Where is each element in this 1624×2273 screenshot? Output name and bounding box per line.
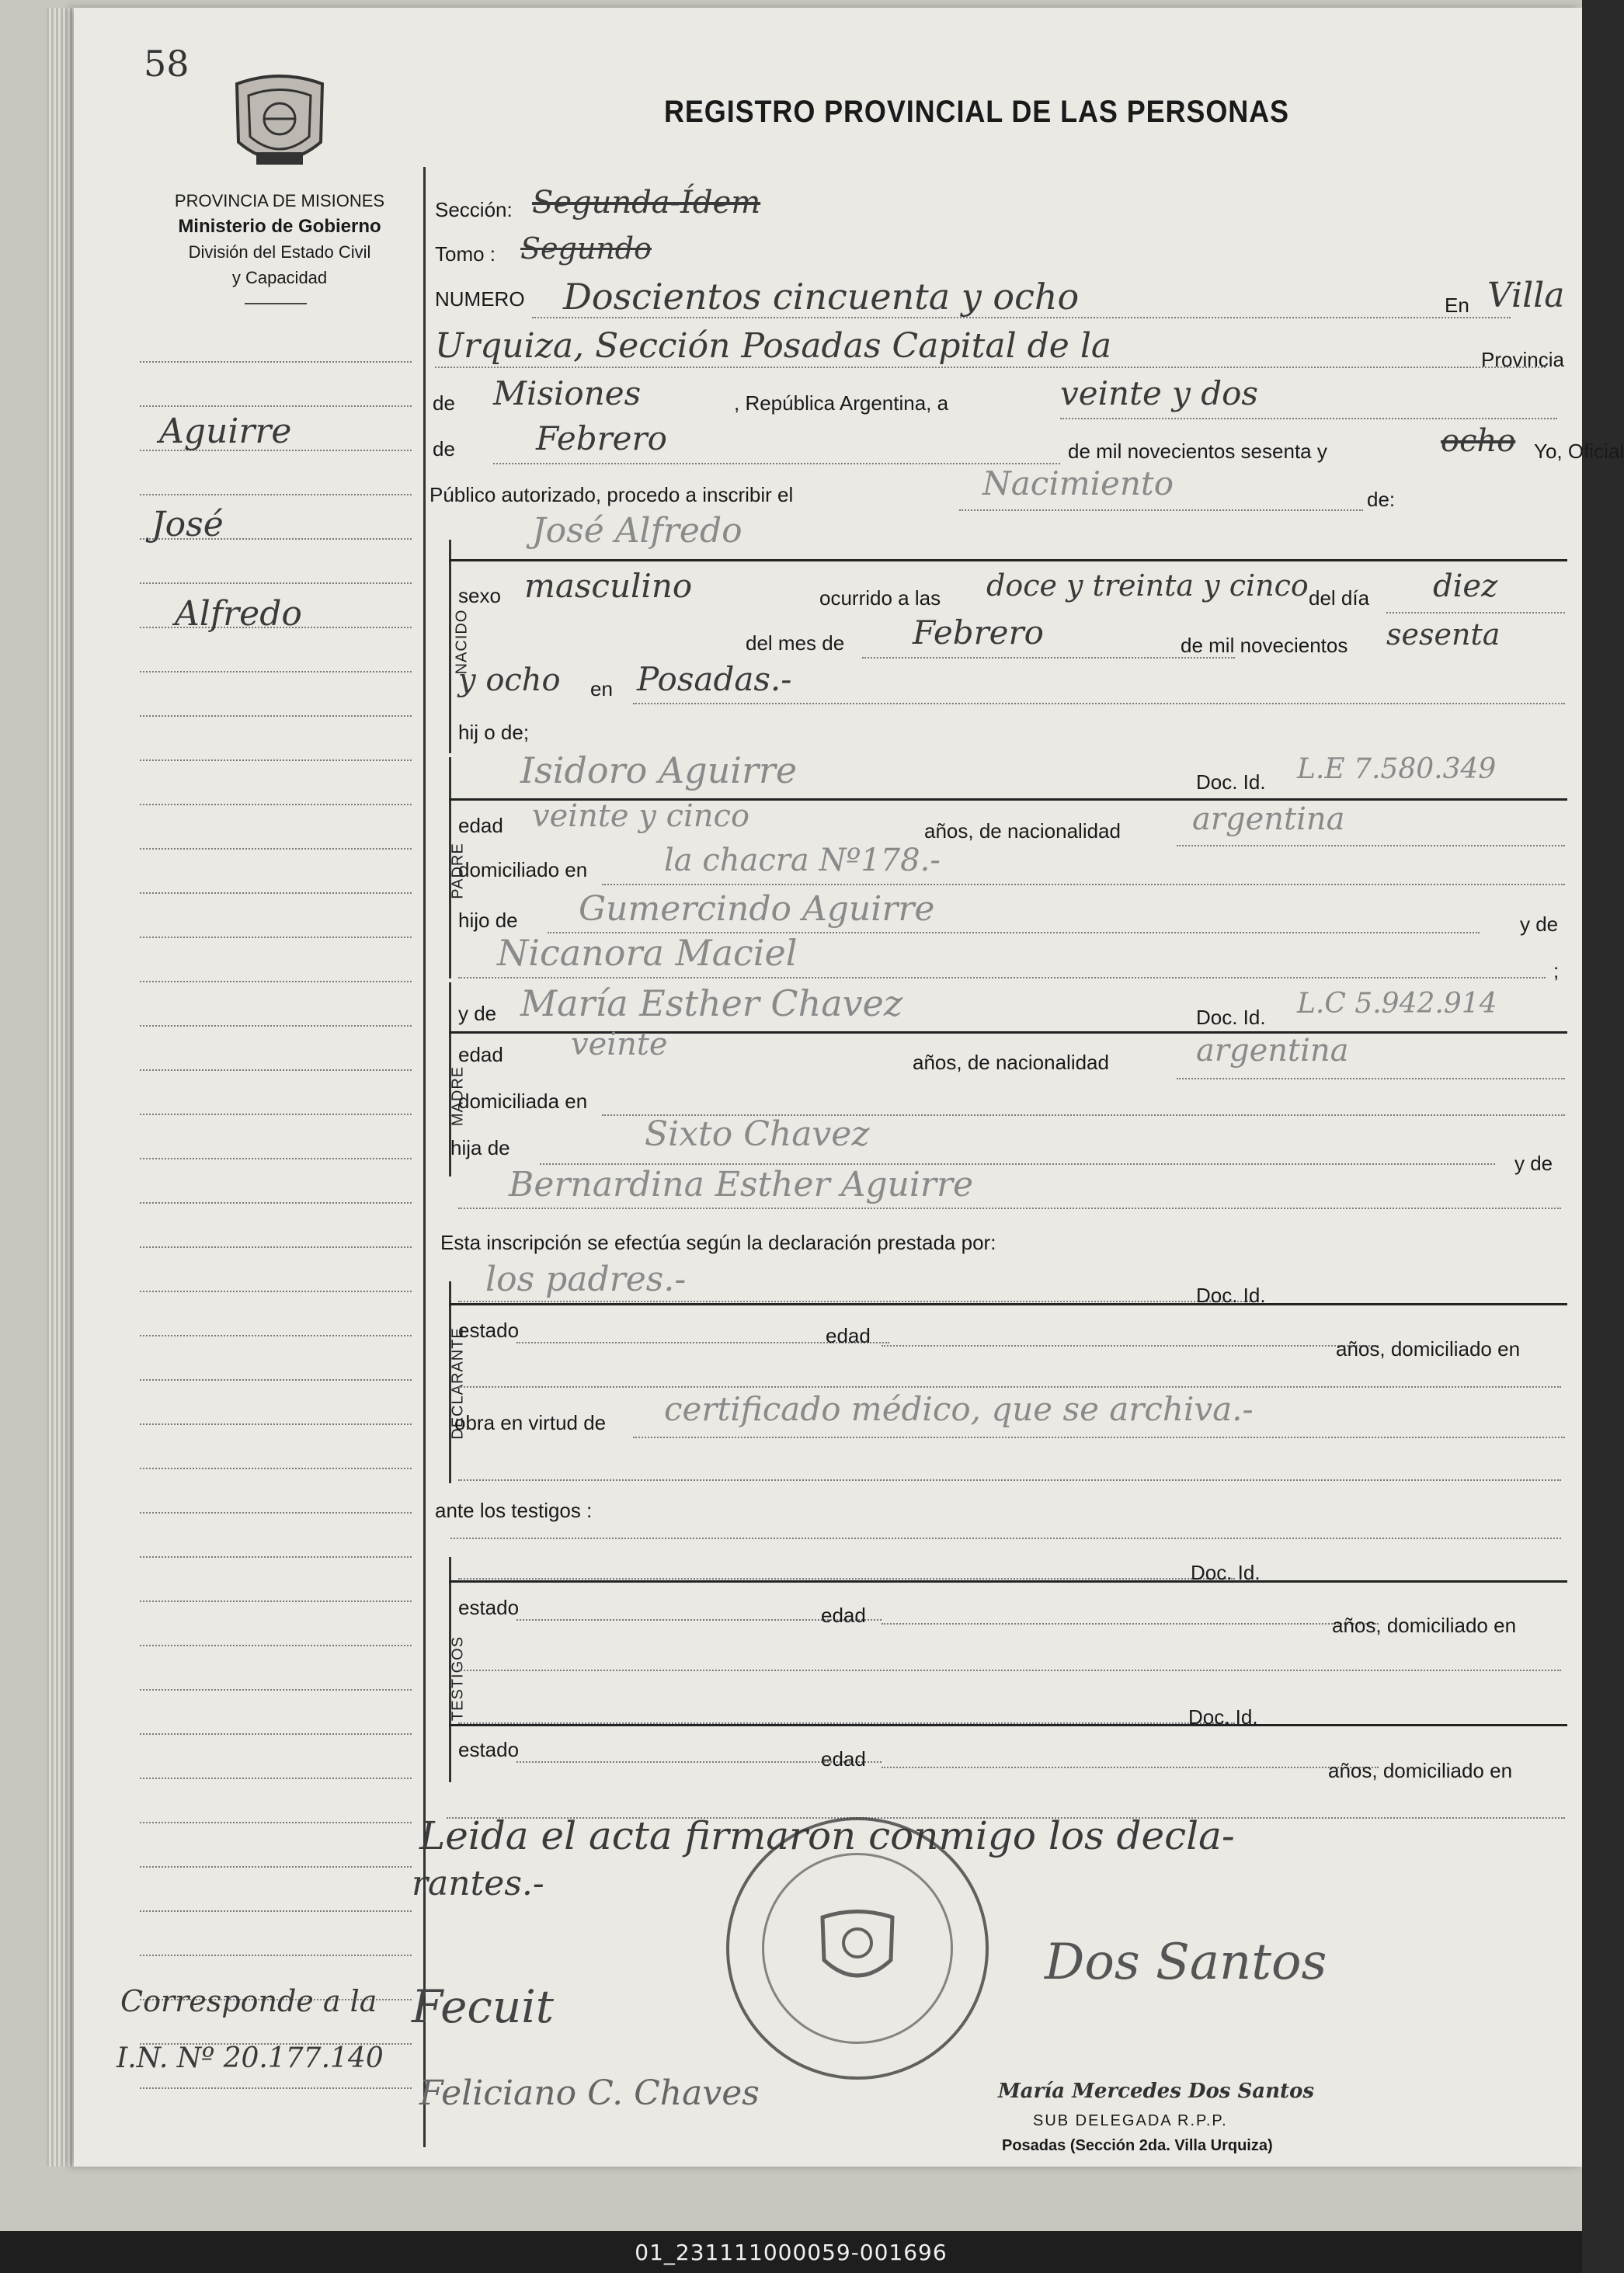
file-id-bar [0, 2231, 1582, 2273]
value-madre-doc: L.C 5.942.914 [1297, 988, 1497, 1020]
value-hora: doce y treinta y cinco [986, 568, 1309, 603]
dotted-line [458, 1301, 1250, 1302]
label-obra: obra en virtud de [454, 1411, 607, 1434]
dotted-line [882, 1623, 1379, 1625]
label-testigo2-anos: años, domiciliado en [1328, 1759, 1513, 1782]
value-padre-y-de: Nicanora Maciel [497, 932, 798, 974]
label-de-mil-nov: de mil novecientos [1181, 634, 1348, 657]
value-mes-registro: Febrero [536, 419, 667, 457]
label-padre-y-de: y de [1520, 912, 1559, 936]
margin-middle-name: Alfredo [175, 594, 302, 634]
semicolon: ; [1553, 959, 1560, 982]
value-padre-nac: argentina [1192, 801, 1345, 837]
officer-signature-left: Fecuit [412, 1980, 555, 2033]
label-de-mes: de [433, 437, 455, 461]
dotted-line [435, 367, 1546, 368]
margin-ruled-line [140, 937, 412, 938]
org-divider [245, 303, 307, 304]
label-numero: NUMERO [435, 287, 525, 311]
section-rule [449, 540, 451, 753]
label-madre-y-de: y de [458, 1002, 497, 1025]
value-anio-registro: ocho [1441, 423, 1516, 459]
label-testigo1-edad: edad [821, 1604, 866, 1627]
org-block [167, 188, 392, 290]
label-publico: Público autorizado, procedo a inscribir el [429, 483, 794, 506]
value-cierre-2: rantes.- [412, 1864, 544, 1903]
margin-ruled-line [140, 1158, 412, 1159]
label-sexo: sexo [458, 584, 501, 607]
dotted-line [1177, 1078, 1565, 1079]
margin-ruled-line [140, 1114, 412, 1115]
value-madre-edad: veinte [571, 1027, 668, 1062]
label-testigo2-edad: edad [821, 1747, 866, 1771]
label-de-mil: de mil novecientos sesenta y [1068, 440, 1327, 463]
value-lugar: Posadas.- [637, 660, 792, 698]
value-obra: certificado médico, que se archiva.- [664, 1390, 1254, 1428]
dotted-line [458, 1208, 1561, 1209]
margin-ruled-line [140, 1512, 412, 1514]
label-ante-testigos: ante los testigos : [435, 1499, 593, 1522]
margin-ruled-line [140, 981, 412, 982]
value-padre-nombre: Isidoro Aguirre [520, 749, 798, 791]
signature-place: Posadas (Sección 2da. Villa Urquiza) [1002, 2137, 1273, 2154]
dotted-line [602, 884, 1565, 885]
solid-rule [449, 1580, 1567, 1583]
label-padre-hijo-de: hijo de [458, 909, 518, 932]
side-label-declarante: DECLARANTE [449, 1327, 467, 1440]
dotted-line [458, 1670, 1561, 1671]
value-seccion: Segunda-Ídem [532, 185, 761, 221]
value-madre-hija-de: Sixto Chavez [645, 1114, 870, 1154]
dotted-line [862, 657, 1235, 659]
value-anio: sesenta [1386, 617, 1501, 652]
official-seal-stamp [726, 1817, 989, 2080]
label-republica: , República Argentina, a [734, 391, 949, 415]
label-testigo1-estado: estado [458, 1596, 520, 1619]
margin-note-line1: Corresponde a la [120, 1984, 377, 2018]
label-de-provincia: de [433, 391, 455, 415]
solid-rule [449, 559, 1567, 561]
label-del-dia: del día [1309, 586, 1370, 610]
label-hijo-de: hij o de; [458, 721, 530, 744]
label-declarante-doc: Doc. Id. [1196, 1284, 1266, 1307]
org-division: División del Estado Civil [188, 242, 371, 262]
solid-rule [449, 1724, 1567, 1726]
officer-signature-right: Dos Santos [1045, 1934, 1327, 1991]
margin-ruled-line [140, 1423, 412, 1425]
margin-ruled-line [140, 582, 412, 584]
margin-ruled-line [140, 892, 412, 894]
side-label-padre: PADRE [449, 843, 467, 899]
margin-ruled-line [140, 1379, 412, 1381]
label-en-lugar: en [590, 677, 613, 700]
margin-ruled-line [140, 1600, 412, 1602]
value-madre-y-de: Bernardina Esther Aguirre [509, 1165, 974, 1204]
margin-ruled-line [140, 1202, 412, 1204]
margin-ruled-line [140, 1955, 412, 1956]
value-dia-registro: veinte y dos [1060, 374, 1258, 412]
label-yo-oficial: Yo, Oficial [1534, 440, 1624, 463]
label-testigo2-doc: Doc. Id. [1188, 1705, 1258, 1729]
side-label-madre: MADRE [449, 1065, 467, 1127]
page-title: REGISTRO PROVINCIAL DE LAS PERSONAS [664, 95, 1289, 129]
value-dia: diez [1433, 568, 1498, 604]
label-madre-y-de-2: y de [1514, 1152, 1553, 1175]
dotted-line [1060, 418, 1557, 419]
dotted-line [493, 463, 1060, 464]
dotted-line [882, 1345, 1379, 1347]
value-provincia: Misiones [493, 374, 642, 412]
label-padre-doc: Doc. Id. [1196, 770, 1266, 794]
value-declarante: los padres.- [485, 1260, 687, 1299]
margin-ruled-line [140, 1335, 412, 1336]
signature-name: María Mercedes Dos Santos [998, 2080, 1314, 2103]
margin-ruled-line [140, 1866, 412, 1868]
margin-ruled-line [140, 2087, 412, 2089]
value-tomo: Segundo [520, 231, 652, 266]
value-madre-nac: argentina [1196, 1033, 1349, 1069]
margin-ruled-line [140, 494, 412, 495]
register-sheet [74, 8, 1624, 2167]
margin-ruled-line [140, 715, 412, 717]
label-de-colon: de: [1367, 488, 1396, 511]
signature-role: SUB DELEGADA R.P.P. [1033, 2112, 1228, 2129]
margin-ruled-line [140, 1291, 412, 1292]
org-capacity: y Capacidad [231, 268, 328, 287]
label-ocurrido: ocurrido a las [819, 586, 941, 610]
side-label-nacido: NACIDO [453, 609, 471, 675]
value-localidad-2: Urquiza, Sección Posadas Capital de la [435, 326, 1112, 366]
margin-ruled-line [140, 1645, 412, 1646]
label-testigo1-anos: años, domiciliado en [1332, 1614, 1517, 1637]
margin-ruled-line [140, 405, 412, 407]
margin-surname: Aguirre [159, 412, 292, 451]
margin-ruled-line [140, 759, 412, 761]
label-del-mes: del mes de [746, 631, 845, 655]
margin-ruled-line [140, 1910, 412, 1912]
seal-emblem-icon [815, 1906, 900, 1991]
margin-ruled-line [140, 361, 412, 363]
margin-ruled-line [140, 1069, 412, 1071]
label-declarante-estado: estado [458, 1319, 520, 1342]
dotted-line [959, 509, 1363, 511]
org-ministry: Ministerio de Gobierno [178, 216, 381, 237]
label-padre-dom: domiciliado en [458, 858, 588, 881]
margin-ruled-line [140, 1025, 412, 1027]
side-label-testigos: TESTIGOS [449, 1635, 467, 1722]
label-en: En [1445, 294, 1469, 317]
margin-ruled-line [140, 1778, 412, 1779]
value-localidad-1: Villa [1487, 276, 1565, 315]
label-madre-hija-de: hija de [450, 1136, 510, 1159]
margin-ruled-line [140, 1468, 412, 1469]
value-padre-dom: la chacra Nº178.- [664, 843, 941, 878]
value-padre-doc: L.E 7.580.349 [1297, 753, 1497, 785]
solid-rule [449, 1303, 1567, 1305]
file-id: 01_231111000059-001696 [635, 2239, 948, 2265]
label-madre-dom: domiciliada en [458, 1090, 588, 1113]
dotted-line [633, 703, 1565, 704]
label-declarante-anos: años, domiciliado en [1336, 1337, 1521, 1361]
value-anio-cont: y ocho [458, 662, 561, 698]
label-esta-inscripcion: Esta inscripción se efectúa según la declaración prestada por: [440, 1231, 996, 1254]
margin-first-name: José [151, 505, 224, 544]
dotted-line [532, 317, 1511, 318]
label-padre-edad: edad [458, 814, 503, 837]
label-declarante-edad: edad [826, 1324, 871, 1347]
value-mes: Febrero [913, 613, 1044, 652]
margin-ruled-line [140, 1689, 412, 1691]
province-coat-of-arms-icon [229, 68, 330, 177]
value-cierre-1: Leida el acta firmaron conmigo los decla- [419, 1813, 1235, 1858]
value-padre-hijo-de: Gumercindo Aguirre [579, 889, 935, 929]
label-provincia: Provincia [1481, 348, 1564, 371]
label-madre-edad: edad [458, 1043, 503, 1066]
label-tomo: Tomo : [435, 242, 496, 266]
witness-signature: Feliciano C. Chaves [419, 2073, 760, 2113]
value-acto: Nacimiento [982, 464, 1174, 502]
dotted-line [1386, 612, 1565, 613]
label-testigo1-doc: Doc. Id. [1191, 1561, 1261, 1584]
label-testigo2-estado: estado [458, 1738, 520, 1761]
dotted-line [882, 1767, 1379, 1768]
margin-ruled-line [140, 804, 412, 805]
value-nombre: José Alfredo [532, 511, 742, 551]
label-madre-doc: Doc. Id. [1196, 1006, 1266, 1029]
org-province: PROVINCIA DE MISIONES [174, 191, 385, 210]
margin-ruled-line [140, 1822, 412, 1823]
dotted-line [458, 1386, 1561, 1388]
label-seccion: Sección: [435, 198, 513, 221]
value-sexo: masculino [524, 567, 693, 605]
label-madre-nac: años, de nacionalidad [913, 1051, 1109, 1074]
margin-ruled-line [140, 1556, 412, 1558]
value-madre-nombre: María Esther Chavez [520, 982, 903, 1024]
margin-ruled-line [140, 671, 412, 673]
dotted-line [450, 1538, 1561, 1539]
dotted-line [1177, 845, 1565, 846]
margin-note-line2: I.N. Nº 20.177.140 [116, 2042, 384, 2074]
dotted-line [633, 1437, 1565, 1438]
margin-ruled-line [140, 1733, 412, 1735]
page-stack-edge [47, 8, 78, 2167]
value-numero: Doscientos cincuenta y ocho [563, 276, 1080, 318]
dotted-line [458, 1578, 1235, 1580]
page-number: 58 [144, 43, 190, 85]
dotted-line [458, 977, 1546, 978]
margin-ruled-line [140, 848, 412, 850]
label-padre-nac: años, de nacionalidad [924, 819, 1121, 843]
margin-ruled-line [140, 1246, 412, 1248]
dotted-line [458, 1479, 1561, 1481]
value-padre-edad: veinte y cinco [532, 798, 750, 834]
